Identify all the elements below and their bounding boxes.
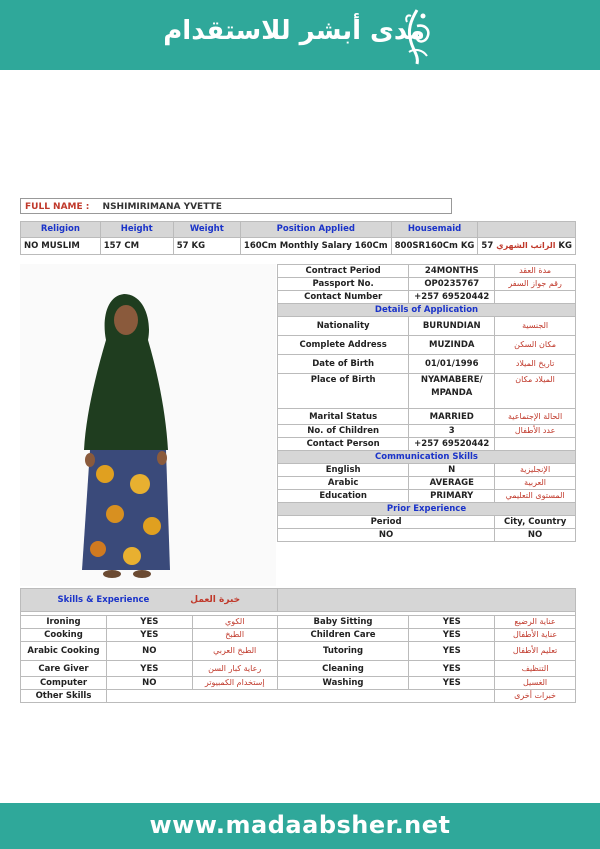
- summary-table: [20, 221, 576, 255]
- skill-caregiver-ar: رعاية كبار السن: [192, 661, 277, 677]
- position-height-overlap: 160Cm: [243, 240, 277, 251]
- table-row: [21, 642, 576, 661]
- table-row: [21, 677, 576, 690]
- skills-title-empty: [277, 589, 575, 612]
- address-ar: مكان السكن: [495, 336, 576, 355]
- salary-ar-cell: [478, 238, 576, 255]
- footer-bar: [0, 803, 600, 849]
- skill-washing-ar: الغسيل: [495, 677, 576, 690]
- skill-washing-label: Washing: [277, 677, 409, 690]
- prior-period-header: Period: [278, 516, 495, 529]
- pob-value-line1: NYAMABERE/: [420, 375, 483, 385]
- dob-label: Date of Birth: [278, 355, 409, 374]
- arabic-label: Arabic: [278, 477, 409, 490]
- skills-title: [21, 589, 278, 612]
- table-row: [21, 629, 576, 642]
- section-prior-experience: Prior Experience: [278, 503, 576, 516]
- skill-computer-label: Computer: [21, 677, 107, 690]
- header-height: Height: [100, 222, 173, 238]
- children-value: 3: [409, 425, 495, 438]
- skill-cleaning-ar: التنظيف: [495, 661, 576, 677]
- header-empty: [478, 222, 576, 238]
- skill-ironing-value: YES: [106, 616, 192, 629]
- contact-number-empty: [495, 291, 576, 304]
- passport-value: OP0235767: [409, 278, 495, 291]
- marital-value: MARRIED: [409, 409, 495, 425]
- section-application: Details of Application: [278, 304, 576, 317]
- prior-period-value: NO: [278, 529, 495, 542]
- nationality-value: BURUNDIAN: [409, 317, 495, 336]
- skill-cooking-value: YES: [106, 629, 192, 642]
- skill-cleaning-value: YES: [409, 661, 495, 677]
- website-link[interactable]: www.madaabsher.net: [149, 811, 451, 839]
- passport-label: Passport No.: [278, 278, 409, 291]
- religion-value: NO MUSLIM: [21, 238, 101, 255]
- skill-babysitting-ar: عناية الرضيع: [495, 616, 576, 629]
- skill-cooking-ar: الطبخ: [192, 629, 277, 642]
- education-label: Education: [278, 490, 409, 503]
- address-label: Complete Address: [278, 336, 409, 355]
- skill-computer-value: NO: [106, 677, 192, 690]
- arabic-value: AVERAGE: [409, 477, 495, 490]
- skill-childcare-value: YES: [409, 629, 495, 642]
- other-skills-label: Other Skills: [21, 690, 107, 703]
- full-name-label: FULL NAME :: [25, 202, 90, 212]
- brand-name: مدى أبشر للاستقدام: [163, 16, 425, 46]
- header-position: Position Applied: [240, 222, 391, 238]
- english-ar: الإنجليزية: [495, 464, 576, 477]
- skill-caregiver-value: YES: [106, 661, 192, 677]
- weight-value: 57 KG: [173, 238, 240, 255]
- skill-ironing-label: Ironing: [21, 616, 107, 629]
- monthly-salary-label: Monthly Salary 160Cm: [279, 240, 388, 251]
- table-row: [21, 661, 576, 677]
- skill-computer-ar: إستخدام الكمبيوتر: [192, 677, 277, 690]
- english-label: English: [278, 464, 409, 477]
- contact-person-value: +257 69520442: [409, 438, 495, 451]
- skill-tutoring-ar: تعليم الأطفال: [495, 642, 576, 661]
- nationality-label: Nationality: [278, 317, 409, 336]
- skill-caregiver-label: Care Giver: [21, 661, 107, 677]
- skill-childcare-ar: عناية الأطفال: [495, 629, 576, 642]
- skill-arabic-cooking-ar: الطبخ العربي: [192, 642, 277, 661]
- nationality-ar: الجنسية: [495, 317, 576, 336]
- table-row: [21, 616, 576, 629]
- salary-ar-label: الراتب الشهري: [496, 241, 556, 250]
- header-bar: [0, 0, 600, 70]
- dob-ar: تاريخ الميلاد: [495, 355, 576, 374]
- skill-babysitting-label: Baby Sitting: [277, 616, 409, 629]
- skills-title-en: Skills & Experience: [57, 595, 150, 605]
- skill-ironing-ar: الكوي: [192, 616, 277, 629]
- pob-label: Place of Birth: [278, 374, 409, 409]
- children-label: No. of Children: [278, 425, 409, 438]
- other-skills-ar: خبرات أخرى: [495, 690, 576, 703]
- full-name-value: NSHIMIRIMANA YVETTE: [102, 202, 222, 212]
- contact-number-value: +257 69520442: [409, 291, 495, 304]
- prior-country-value: NO: [495, 529, 576, 542]
- education-ar: المستوى التعليمي: [495, 490, 576, 503]
- skill-tutoring-value: YES: [409, 642, 495, 661]
- header-weight: Weight: [173, 222, 240, 238]
- salary-value: 800SR160Cm KG: [391, 238, 478, 255]
- children-ar: عدد الأطفال: [495, 425, 576, 438]
- skill-arabic-cooking-label: Arabic Cooking: [21, 642, 107, 661]
- skill-cleaning-label: Cleaning: [277, 661, 409, 677]
- contact-person-label: Contact Person: [278, 438, 409, 451]
- height-value: 157 CM: [100, 238, 173, 255]
- section-communication: Communication Skills: [278, 451, 576, 464]
- skill-cooking-label: Cooking: [21, 629, 107, 642]
- skills-table: [20, 588, 576, 703]
- contact-person-empty: [495, 438, 576, 451]
- marital-label: Marital Status: [278, 409, 409, 425]
- contract-period-value: 24MONTHS: [409, 265, 495, 278]
- weight-overlap: 57 KG: [481, 241, 572, 251]
- pob-value-line2: MPANDA: [431, 388, 473, 398]
- dob-value: 01/01/1996: [409, 355, 495, 374]
- pob-ar: الميلاد مكان: [495, 374, 576, 409]
- table-row: [21, 690, 576, 703]
- header-religion: Religion: [21, 222, 101, 238]
- skill-babysitting-value: YES: [409, 616, 495, 629]
- position-value: [240, 238, 391, 255]
- skill-arabic-cooking-value: NO: [106, 642, 192, 661]
- address-value: MUZINDA: [409, 336, 495, 355]
- prior-country-header: City, Country: [495, 516, 576, 529]
- full-name-box: [20, 198, 452, 214]
- arabic-ar: العربية: [495, 477, 576, 490]
- english-value: N: [409, 464, 495, 477]
- skill-childcare-label: Children Care: [277, 629, 409, 642]
- skill-washing-value: YES: [409, 677, 495, 690]
- details-table: [277, 264, 576, 542]
- contract-period-label: Contract Period: [278, 265, 409, 278]
- other-skills-value: [106, 690, 494, 703]
- contact-number-label: Contact Number: [278, 291, 409, 304]
- pob-value: [409, 374, 495, 409]
- skills-title-ar: خبرة العمل: [190, 595, 241, 605]
- education-value: PRIMARY: [409, 490, 495, 503]
- passport-ar: رقم جواز السفر: [495, 278, 576, 291]
- header-housemaid: Housemaid: [391, 222, 478, 238]
- applicant-photo: [20, 264, 276, 586]
- contract-period-ar: مدة العقد: [495, 265, 576, 278]
- applicant-figure-image: [20, 264, 276, 586]
- marital-ar: الحالة الإجتماعية: [495, 409, 576, 425]
- skill-tutoring-label: Tutoring: [277, 642, 409, 661]
